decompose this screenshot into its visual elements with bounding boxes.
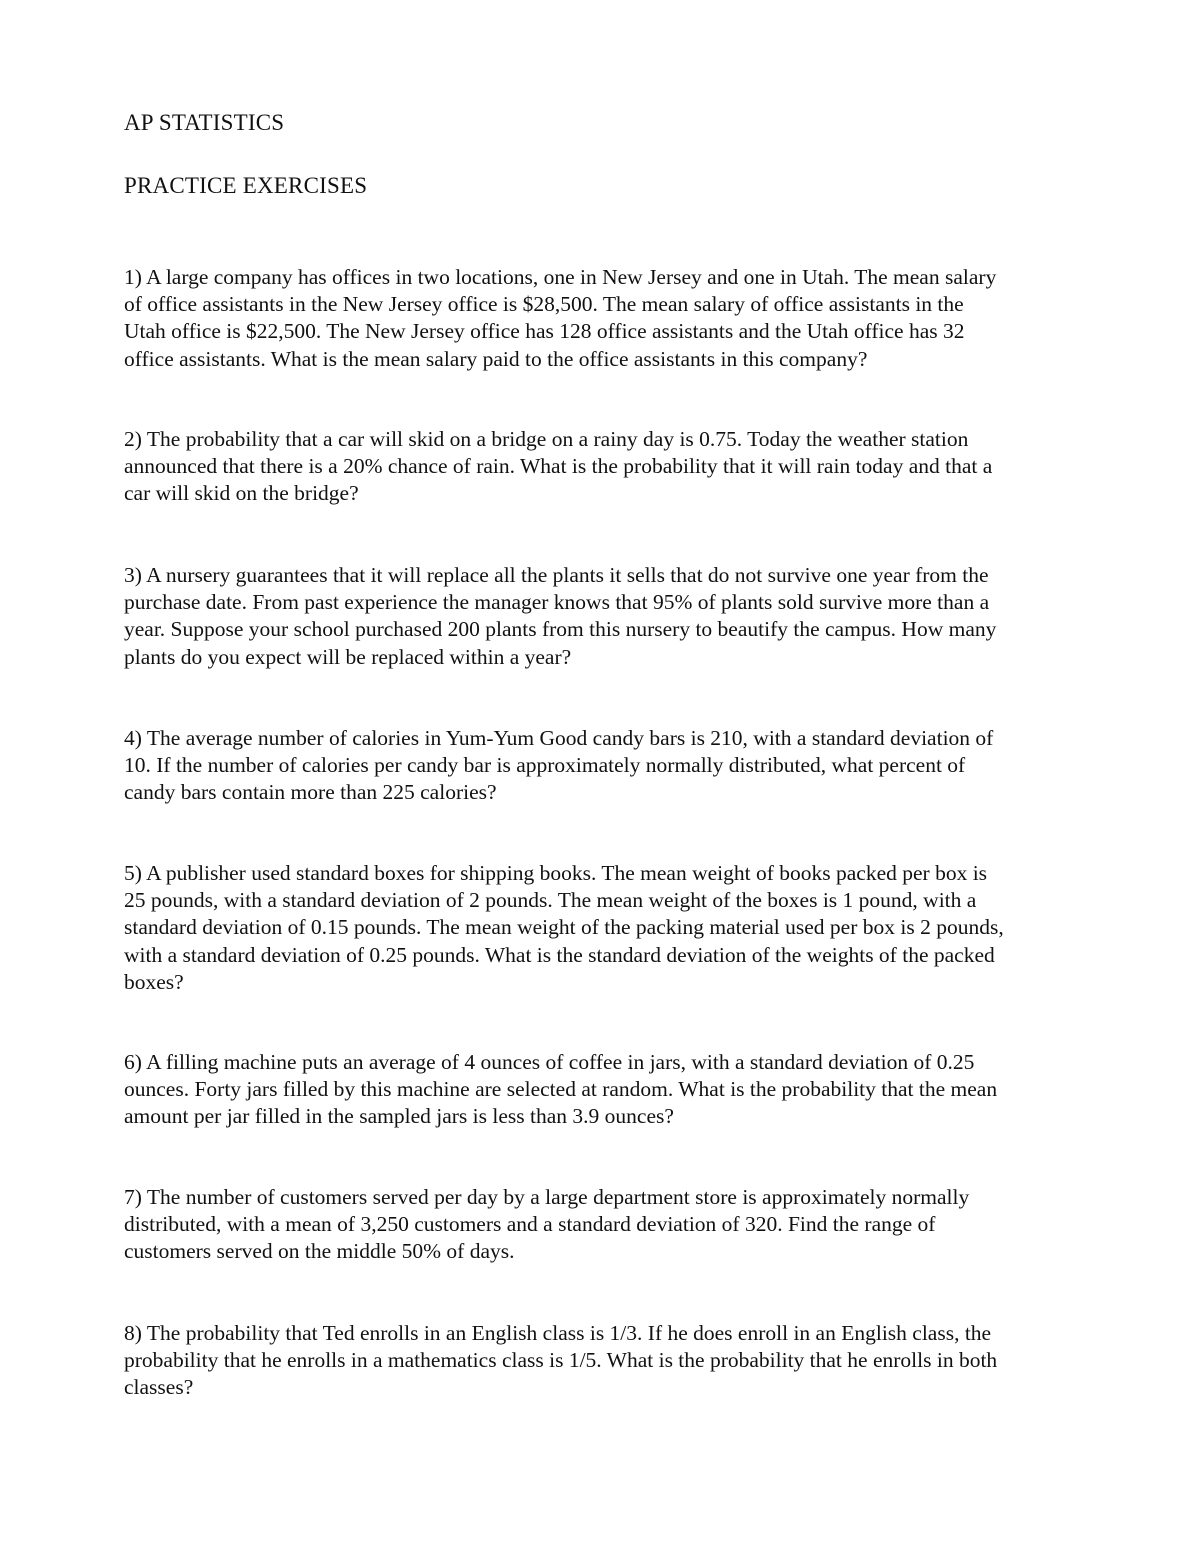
exercise-line: boxes? xyxy=(124,969,184,994)
exercise-8 xyxy=(124,1320,1099,1402)
exercise-line: distributed, with a mean of 3,250 customers and a standard deviation of 320. Find the range of xyxy=(124,1212,936,1237)
document-title: AP STATISTICS xyxy=(124,110,285,135)
exercise-line: 25 pounds, with a standard deviation of 2 pounds. The mean weight of the boxes is 1 pound, with a xyxy=(124,888,977,913)
exercise-4 xyxy=(124,725,1099,807)
exercise-1 xyxy=(124,264,1099,373)
exercise-line: classes? xyxy=(124,1375,194,1400)
exercise-line: 5) A publisher used standard boxes for shipping books. The mean weight of books packed per box is xyxy=(124,861,988,885)
exercise-line: customers served on the middle 50% of days. xyxy=(124,1239,515,1264)
exercise-line: car will skid on the bridge? xyxy=(124,481,359,506)
exercise-line: Utah office is $22,500. The New Jersey office has 128 office assistants and the Utah office has 32 xyxy=(124,319,965,344)
exercise-line: year. Suppose your school purchased 200 plants from this nursery to beautify the campus. How many xyxy=(124,617,997,642)
exercise-6 xyxy=(124,1049,1099,1131)
document-subtitle: PRACTICE EXERCISES xyxy=(124,173,368,198)
exercise-line: probability that he enrolls in a mathematics class is 1/5. What is the probability that he enrolls in both xyxy=(124,1348,998,1373)
exercise-line: 8) The probability that Ted enrolls in an English class is 1/3. If he does enroll in an English class, the xyxy=(124,1321,992,1345)
exercise-line: 4) The average number of calories in Yum-Yum Good candy bars is 210, with a standard deviation of xyxy=(124,726,994,750)
exercise-line: purchase date. From past experience the manager knows that 95% of plants sold survive more than a xyxy=(124,590,990,615)
exercise-5 xyxy=(124,860,1099,996)
exercise-2 xyxy=(124,426,1099,508)
exercise-line: office assistants. What is the mean salary paid to the office assistants in this company? xyxy=(124,346,868,371)
exercise-line: announced that there is a 20% chance of rain. What is the probability that it will rain today and that a xyxy=(124,454,993,479)
exercise-line: 7) The number of customers served per day by a large department store is approximately normally xyxy=(124,1185,970,1209)
exercise-line: ounces. Forty jars filled by this machine are selected at random. What is the probability that the mean xyxy=(124,1077,998,1102)
exercise-line: 6) A filling machine puts an average of 4 ounces of coffee in jars, with a standard deviation of 0.25 xyxy=(124,1050,975,1074)
exercise-line: 3) A nursery guarantees that it will replace all the plants it sells that do not survive one year from the xyxy=(124,563,989,587)
exercise-7 xyxy=(124,1184,1099,1266)
exercise-3 xyxy=(124,562,1099,671)
exercise-line: standard deviation of 0.15 pounds. The mean weight of the packing material used per box is 2 pounds, xyxy=(124,915,1004,940)
exercise-line: plants do you expect will be replaced within a year? xyxy=(124,644,572,669)
exercise-line: 1) A large company has offices in two locations, one in New Jersey and one in Utah. The mean salary xyxy=(124,265,997,289)
exercise-line: candy bars contain more than 225 calories? xyxy=(124,780,497,805)
exercise-line: 10. If the number of calories per candy bar is approximately normally distributed, what percent of xyxy=(124,753,966,778)
exercise-line: 2) The probability that a car will skid on a bridge on a rainy day is 0.75. Today the weather station xyxy=(124,427,969,451)
exercise-line: of office assistants in the New Jersey office is $28,500. The mean salary of office assistants in the xyxy=(124,292,964,317)
exercise-line: amount per jar filled in the sampled jars is less than 3.9 ounces? xyxy=(124,1104,674,1129)
exercise-line: with a standard deviation of 0.25 pounds. What is the standard deviation of the weights of the packed xyxy=(124,942,995,967)
